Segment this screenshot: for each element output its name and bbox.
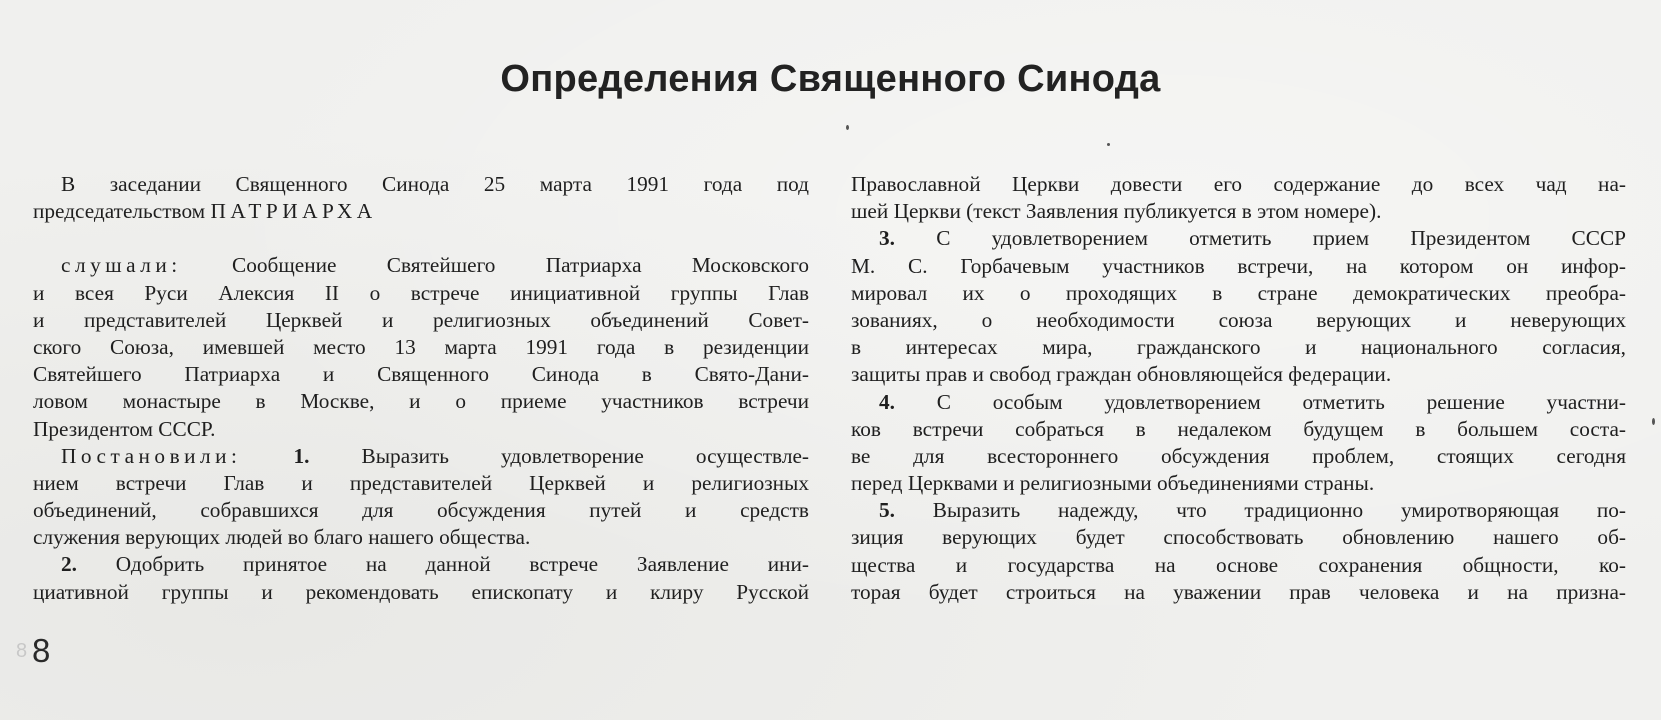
scan-speck	[1652, 418, 1655, 425]
text-line: 5. Выразить надежду, что традиционно умиротворяющая по-	[879, 498, 1626, 523]
item-number: 4.	[879, 389, 895, 414]
text-line: торая будет строиться на уважении прав человека и на призна-	[851, 579, 1626, 604]
page-number: 8	[32, 632, 51, 669]
text-line: и представителей Церквей и религиозных объединений Совет-	[33, 307, 809, 332]
item-number: 2.	[61, 552, 77, 577]
text-line: ского Союза, имевшей место 13 марта 1991 года в резиденции	[33, 334, 809, 359]
item-number: 1.	[241, 443, 310, 468]
text-line: в интересах мира, гражданского и национального согласия,	[851, 335, 1626, 360]
text-line: щества и государства на основе сохранения общности, ко-	[851, 552, 1626, 577]
faint-page-mark: 8	[16, 640, 28, 662]
text-line: 4. С особым удовлетворением отметить решение участни-	[879, 389, 1626, 414]
text-line: Православной Церкви довести его содержание до всех чад на-	[851, 172, 1626, 196]
text-line: слушали: Сообщение Святейшего Патриарха Московского	[61, 253, 809, 278]
text-line: зиция верующих будет способствовать обновлению нашего об-	[851, 525, 1626, 550]
text-line: Президентом СССР.	[33, 416, 216, 441]
text-line: М. С. Горбачевым участников встречи, на котором он инфор-	[851, 253, 1626, 278]
text-line: циативной группы и рекомендовать епископату и клиру Русской	[33, 579, 809, 604]
text-line: ве для всестороннего обсуждения проблем, стоящих сегодня	[851, 443, 1626, 468]
scan-speck	[1107, 143, 1110, 146]
patriarch-spaced: ПАТРИАРХА	[210, 199, 377, 224]
text-line: служения верующих людей во благо нашего общества.	[33, 525, 531, 550]
page-title: Определения Священного Синода	[500, 58, 1161, 100]
text-line: мировал их о проходящих в стране демократических преобра-	[851, 280, 1626, 305]
text-line: председательством ПАТРИАРХА	[33, 199, 377, 224]
scan-speck	[846, 125, 849, 130]
text-line: В заседании Священного Синода 25 марта 1991 года под	[61, 172, 809, 196]
left-column	[33, 171, 809, 606]
item-number: 3.	[879, 226, 895, 251]
text-line: шей Церкви (текст Заявления публикуется в этом номере).	[851, 199, 1382, 224]
text-line: объединений, собравшихся для обсуждения путей и средств	[33, 498, 809, 523]
heard-label: слушали:	[61, 253, 182, 278]
text-line: защиты прав и свобод граждан обновляющейся федерации.	[851, 362, 1392, 387]
text-line: ков встречи собраться в недалеком будущем в большем соста-	[851, 416, 1626, 441]
text-line: Святейшего Патриарха и Священного Синода в Свято-Дани-	[33, 362, 809, 387]
text-line: Постановили: 1. Выразить удовлетворение осуществле-	[61, 443, 809, 468]
text-line: зованиях, о необходимости союза верующих и неверующих	[851, 307, 1626, 332]
right-column	[851, 171, 1626, 606]
item-number: 5.	[879, 498, 895, 523]
text-line: 2. Одобрить принятое на данной встрече Заявление ини-	[61, 552, 809, 577]
text-line: нием встречи Глав и представителей Церквей и религиозных	[33, 470, 809, 495]
text-line: перед Церквами и религиозными объединениями страны.	[851, 471, 1375, 496]
text-line: и всея Руси Алексия II о встрече инициативной группы Глав	[33, 280, 809, 305]
resolved-label: Постановили:	[61, 443, 242, 468]
text-line: ловом монастыре в Москве, и о приеме участников встречи	[33, 389, 809, 414]
text-line: 3. С удовлетворением отметить прием Президентом СССР	[879, 226, 1626, 251]
